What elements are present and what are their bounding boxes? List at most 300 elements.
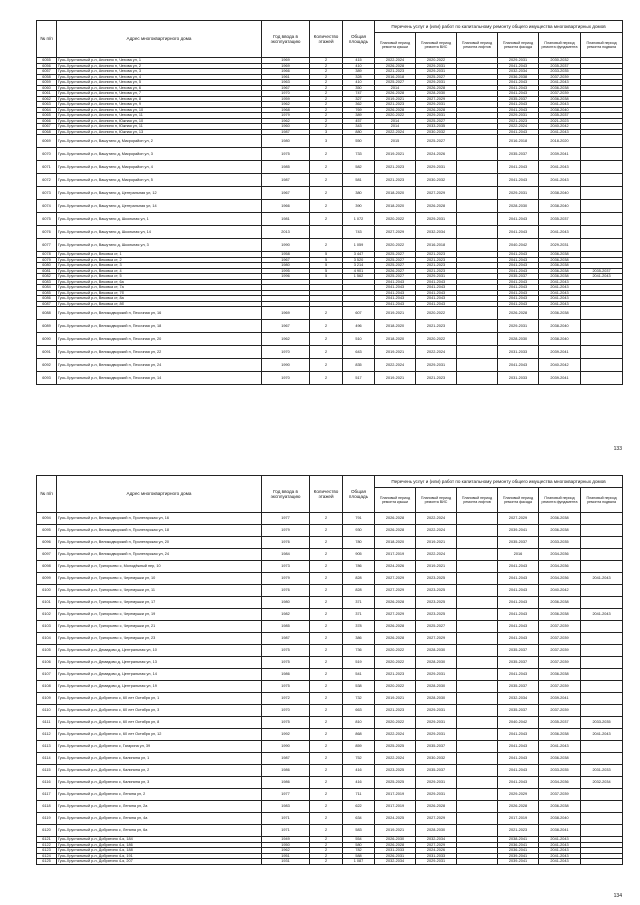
cell-floors: 2	[310, 69, 343, 75]
cell-facade: 2041-2043	[498, 174, 539, 187]
col-no-header: № п/п	[37, 21, 57, 58]
cell-year: 1967	[262, 320, 310, 333]
cell-address: Гусь-Хрустальный р-н, Великодворский п, Пролетарская ул, 24	[57, 549, 262, 561]
cell-basement: 2041-2043	[581, 609, 623, 621]
cell-year: 1962	[262, 118, 310, 124]
cell-floors: 2	[310, 585, 343, 597]
table-row	[37, 525, 623, 537]
cell-facade: 2029-2031	[498, 187, 539, 200]
cell-floors: 2	[310, 239, 343, 252]
cell-year: 1967	[262, 257, 310, 263]
table-row	[37, 741, 623, 753]
cell-number: 6108	[37, 681, 57, 693]
cell-number: 6114	[37, 753, 57, 765]
table-row	[37, 777, 623, 789]
cell-foundation: 2041-2043	[539, 129, 581, 135]
cell-year: 1990	[262, 741, 310, 753]
cell-address: Гусь-Хрустальный р-н, Добрятино 4-я, 191	[57, 853, 262, 859]
table-row	[37, 681, 623, 693]
cell-year: 1960	[262, 124, 310, 130]
cell-roof: 2025-2027	[375, 257, 416, 263]
table-row	[37, 537, 623, 549]
cell-floors: 2	[310, 693, 343, 705]
cell-roof: 2018-2020	[375, 320, 416, 333]
cell-number: 6086	[37, 296, 57, 302]
table-row	[37, 789, 623, 801]
cell-area: 519	[343, 657, 375, 669]
cell-year: 1966	[262, 200, 310, 213]
cell-address: Гусь-Хрустальный р-н, Добрятино с, 60 лет Октября ул, 3	[57, 705, 262, 717]
cell-floors: 5	[310, 252, 343, 258]
cell-facade: 2041-2043	[498, 669, 539, 681]
cell-basement	[581, 789, 623, 801]
cell-roof: 2018-2020	[375, 200, 416, 213]
cell-utilities: 2029-2031	[416, 69, 457, 75]
cell-roof: 2026-2028	[375, 513, 416, 525]
cell-year: 1975	[262, 717, 310, 729]
cell-basement	[581, 135, 623, 148]
cell-facade: 2041-2043	[498, 107, 539, 113]
cell-utilities: 2029-2031	[416, 859, 457, 865]
cell-number: 6077	[37, 239, 57, 252]
cell-year: 1971	[262, 825, 310, 837]
cell-facade: 2041-2043	[498, 63, 539, 69]
cell-address: Гусь-Хрустальный р-н, Григорьево с, Черемушки ул, 11	[57, 585, 262, 597]
cell-number: 6093	[37, 372, 57, 385]
cell-year: 1969	[262, 63, 310, 69]
cell-basement	[581, 549, 623, 561]
cell-facade: 2041-2043	[498, 263, 539, 269]
cell-foundation: 2038-2041	[539, 825, 581, 837]
col-floors-header: Количество этажей	[310, 21, 343, 58]
cell-floors: 2	[310, 825, 343, 837]
cell-floors: 2	[310, 102, 343, 108]
cell-utilities: 2029-2031	[416, 729, 457, 741]
cell-year: 1990	[262, 239, 310, 252]
cell-number: 6089	[37, 320, 57, 333]
cell-facade: 2016-2018	[498, 135, 539, 148]
cell-utilities: 2029-2031	[416, 669, 457, 681]
cell-address: Гусь-Хрустальный р-н, Вековка ст, 6а	[57, 279, 262, 285]
cell-facade: 2028-2030	[498, 333, 539, 346]
cell-floors: 2	[310, 200, 343, 213]
cell-number: 6079	[37, 257, 57, 263]
cell-number: 6055	[37, 58, 57, 64]
cell-lift	[457, 174, 498, 187]
cell-floors: 2	[310, 372, 343, 385]
cell-roof: 2023-2025	[375, 765, 416, 777]
table-row	[37, 513, 623, 525]
cell-lift	[457, 597, 498, 609]
cell-roof: 2022-2024	[375, 359, 416, 372]
cell-address: Гусь-Хрустальный р-н, Вашутино д, Микрорайон ул, 4	[57, 161, 262, 174]
cell-roof: 2022-2024	[375, 58, 416, 64]
cell-floors: 3	[310, 135, 343, 148]
cell-utilities: 2019-2021	[416, 537, 457, 549]
cell-facade: 2041-2043	[498, 777, 539, 789]
cell-foundation: 2036-2038	[539, 525, 581, 537]
cell-foundation: 2041-2043	[539, 279, 581, 285]
col-basement-header: Плановый период ремонта подвала	[581, 488, 623, 513]
cell-area: 380	[343, 187, 375, 200]
cell-number: 6098	[37, 561, 57, 573]
cell-area: 747	[343, 91, 375, 97]
col-area-header: Общая площадь	[343, 21, 375, 58]
cell-floors: 2	[310, 633, 343, 645]
cell-year: 1969	[262, 307, 310, 320]
cell-lift	[457, 359, 498, 372]
cell-basement	[581, 239, 623, 252]
cell-foundation: 2037-2039	[539, 621, 581, 633]
cell-floors: 3	[310, 129, 343, 135]
cell-basement	[581, 226, 623, 239]
cell-number: 6085	[37, 290, 57, 296]
cell-facade: 2017-2019	[498, 813, 539, 825]
cell-basement: 2032-2034	[581, 777, 623, 789]
cell-facade: 2039-2041	[498, 525, 539, 537]
cell-number: 6069	[37, 135, 57, 148]
cell-number: 6076	[37, 226, 57, 239]
cell-facade: 2041-2043	[498, 633, 539, 645]
cell-area: 780	[343, 537, 375, 549]
cell-roof: 2014	[375, 85, 416, 91]
cell-roof: 2024-2025	[375, 813, 416, 825]
cell-floors: 2	[310, 657, 343, 669]
cell-roof: 2020-2022	[375, 681, 416, 693]
cell-roof: 2017-2019	[375, 549, 416, 561]
cell-facade: 2031-2033	[498, 372, 539, 385]
cell-facade: 2041-2043	[498, 129, 539, 135]
cell-year: 1970	[262, 705, 310, 717]
table-row	[37, 801, 623, 813]
cell-facade: 2032-2034	[498, 69, 539, 75]
cell-facade: 2027-2029	[498, 513, 539, 525]
cell-basement	[581, 537, 623, 549]
cell-basement	[581, 693, 623, 705]
cell-facade: 2041-2043	[498, 252, 539, 258]
cell-number: 6119	[37, 813, 57, 825]
table-row	[37, 645, 623, 657]
cell-year: 1976	[262, 537, 310, 549]
table-row	[37, 174, 623, 187]
cell-address: Гусь-Хрустальный р-н, Вековка ст, 3	[57, 263, 262, 269]
cell-roof: 2019-2021	[375, 307, 416, 320]
cell-utilities: 2026-2028	[416, 85, 457, 91]
cell-address: Гусь-Хрустальный р-н, Анопино п, Южная ул, 11	[57, 124, 262, 130]
cell-roof: 2018-2020	[375, 187, 416, 200]
table-row	[37, 813, 623, 825]
cell-year: 1975	[262, 148, 310, 161]
cell-floors: 2	[310, 320, 343, 333]
cell-floors: 2	[310, 789, 343, 801]
cell-facade: 2041-2043	[498, 91, 539, 97]
cell-year: 1996	[262, 274, 310, 280]
cell-roof: 2016-2018	[375, 74, 416, 80]
cell-area: 371	[343, 609, 375, 621]
table-row	[37, 333, 623, 346]
cell-number: 6060	[37, 85, 57, 91]
cell-floors: 2	[310, 717, 343, 729]
cell-basement	[581, 657, 623, 669]
cell-number: 6082	[37, 274, 57, 280]
cell-area: 389	[343, 69, 375, 75]
cell-area: 389	[343, 113, 375, 119]
cell-year: 1979	[262, 525, 310, 537]
table-row	[37, 226, 623, 239]
col-facade-header: Плановый период ремонта фасада	[498, 33, 539, 58]
cell-number: 6097	[37, 549, 57, 561]
cell-year: 1987	[262, 633, 310, 645]
cell-number: 6067	[37, 124, 57, 130]
cell-basement	[581, 213, 623, 226]
col-lift-header: Плановый период ремонта лифтов	[457, 33, 498, 58]
cell-area: 554	[343, 837, 375, 843]
cell-roof: 2026-2028	[375, 842, 416, 848]
cell-area: 1 087	[343, 859, 375, 865]
cell-year: 1977	[262, 513, 310, 525]
cell-facade: 2021-2023	[498, 118, 539, 124]
cell-roof: 2027-2029	[375, 609, 416, 621]
cell-roof: 2041-2043	[375, 296, 416, 302]
cell-foundation: 2036-2038	[539, 513, 581, 525]
col-facade-header: Плановый период ремонта фасада	[498, 488, 539, 513]
cell-roof: 2041-2043	[375, 290, 416, 296]
cell-number: 6121	[37, 837, 57, 843]
cell-facade: 2022-2024	[498, 124, 539, 130]
cell-roof: 2026-2028	[375, 621, 416, 633]
cell-address: Гусь-Хрустальный р-н, Вашутино д, Центральная ул, 14	[57, 200, 262, 213]
cell-basement	[581, 372, 623, 385]
cell-utilities: 2032-2034	[416, 226, 457, 239]
cell-year: 1986	[262, 669, 310, 681]
cell-facade: 2038-2041	[498, 837, 539, 843]
cell-foundation: 2039-2041	[539, 346, 581, 359]
cell-year: 1970	[262, 91, 310, 97]
cell-utilities: 2028-2030	[416, 645, 457, 657]
cell-facade: 2041-2043	[498, 573, 539, 585]
cell-lift	[457, 333, 498, 346]
cell-number: 6123	[37, 848, 57, 854]
cell-year: 1962	[262, 102, 310, 108]
cell-address: Гусь-Хрустальный р-н, Анопино п, Южная ул, 13	[57, 129, 262, 135]
cell-number: 6088	[37, 307, 57, 320]
cell-roof: 2025-2025	[375, 741, 416, 753]
cell-roof: 2031-2033	[375, 848, 416, 854]
cell-year: 1986	[262, 765, 310, 777]
cell-number: 6122	[37, 842, 57, 848]
cell-basement	[581, 859, 623, 865]
cell-facade: 2041-2043	[498, 301, 539, 307]
cell-facade: 2041-2043	[498, 279, 539, 285]
cell-number: 6061	[37, 91, 57, 97]
cell-facade: 2041-2043	[498, 226, 539, 239]
cell-lift	[457, 753, 498, 765]
register-page-2	[36, 475, 622, 865]
cell-roof: 2021-2023	[375, 69, 416, 75]
cell-foundation: 2039-2041	[539, 148, 581, 161]
cell-roof: 2041-2043	[375, 301, 416, 307]
cell-year: 1981	[262, 213, 310, 226]
col-utilities-header: Плановый период ремонта ВИС	[416, 488, 457, 513]
cell-year: 1975	[262, 645, 310, 657]
cell-year: 1980	[262, 135, 310, 148]
cell-roof: 2026-2028	[375, 63, 416, 69]
cell-foundation: 2041-2043	[539, 859, 581, 865]
cell-lift	[457, 717, 498, 729]
cell-utilities: 2029-2031	[416, 274, 457, 280]
cell-floors: 2	[310, 213, 343, 226]
cell-year: 1990	[262, 359, 310, 372]
cell-area: 736	[343, 645, 375, 657]
cell-address: Гусь-Хрустальный р-н, Анопино п, Чехова ул, 8	[57, 96, 262, 102]
cell-number: 6058	[37, 74, 57, 80]
cell-facade: 2035-2037	[498, 705, 539, 717]
cell-area: 350	[343, 85, 375, 91]
cell-utilities: 2041-2043	[416, 296, 457, 302]
cell-area: 782	[343, 848, 375, 854]
table-row	[37, 621, 623, 633]
cell-utilities: 2022-2024	[416, 513, 457, 525]
cell-address: Гусь-Хрустальный р-н, Анопино п, Чехова ул, 2	[57, 63, 262, 69]
cell-utilities: 2041-2043	[416, 301, 457, 307]
cell-address: Гусь-Хрустальный р-н, Демидово д, Центральная ул, 13	[57, 657, 262, 669]
cell-address: Гусь-Хрустальный р-н, Анопино п, Чехова ул, 11	[57, 113, 262, 119]
cell-foundation: 2041-2043	[539, 301, 581, 307]
cell-address: Гусь-Хрустальный р-н, Анопино п, Чехова ул, 10	[57, 107, 262, 113]
cell-year: 1950	[262, 842, 310, 848]
cell-floors: 2	[310, 765, 343, 777]
cell-utilities: 2022-2024	[416, 346, 457, 359]
cell-facade: 2039-2041	[498, 859, 539, 865]
cell-basement	[581, 597, 623, 609]
cell-area: 410	[343, 80, 375, 86]
cell-floors: 2	[310, 537, 343, 549]
cell-lift	[457, 346, 498, 359]
cell-year: 1979	[262, 573, 310, 585]
cell-floors: 2	[310, 118, 343, 124]
cell-utilities: 2041-2043	[416, 285, 457, 291]
cell-floors: 2	[310, 669, 343, 681]
cell-foundation: 2036-2038	[539, 85, 581, 91]
cell-year: 1951	[262, 853, 310, 859]
cell-utilities: 2029-2031	[416, 113, 457, 119]
cell-roof: 2019-2021	[375, 96, 416, 102]
cell-facade: 2041-2043	[498, 290, 539, 296]
cell-facade: 2021-2023	[498, 825, 539, 837]
cell-address: Гусь-Хрустальный р-н, Вашутино д, Школьная ул, 3	[57, 239, 262, 252]
cell-facade: 2041-2043	[498, 257, 539, 263]
cell-utilities: 2027-2029	[416, 96, 457, 102]
cell-number: 6100	[37, 585, 57, 597]
cell-utilities: 2021-2023	[416, 320, 457, 333]
cell-floors: 2	[310, 777, 343, 789]
cell-floors: 2	[310, 842, 343, 848]
cell-address: Гусь-Хрустальный р-н, Добрятино с, Ленина ул, 4а	[57, 813, 262, 825]
cell-address: Гусь-Хрустальный р-н, Вековка ст, 8а	[57, 296, 262, 302]
cell-basement	[581, 359, 623, 372]
cell-year: 1987	[262, 753, 310, 765]
cell-address: Гусь-Хрустальный р-н, Добрятино с, Калинина ул, 3	[57, 777, 262, 789]
cell-number: 6080	[37, 263, 57, 269]
cell-roof: 2026-2028	[375, 597, 416, 609]
page-number-2: 134	[613, 893, 622, 899]
cell-number: 6112	[37, 729, 57, 741]
cell-number: 6066	[37, 118, 57, 124]
cell-lift	[457, 765, 498, 777]
cell-utilities: 2033-2035	[416, 124, 457, 130]
cell-lift	[457, 741, 498, 753]
cell-utilities: 2027-2029	[416, 633, 457, 645]
cell-area: 343	[343, 124, 375, 130]
col-lift-header: Плановый период ремонта лифтов	[457, 488, 498, 513]
cell-area: 835	[343, 359, 375, 372]
col-foundation-header: Плановый период ремонта фундамента	[539, 488, 581, 513]
cell-floors: 2	[310, 513, 343, 525]
col-year-header: Год ввода в эксплуатацию	[262, 476, 310, 513]
cell-utilities: 2029-2031	[416, 789, 457, 801]
table-row	[37, 657, 623, 669]
cell-area: 496	[343, 320, 375, 333]
cell-roof: 2017-2019	[375, 789, 416, 801]
cell-facade: 2041-2043	[498, 561, 539, 573]
cell-foundation: 2036-2038	[539, 753, 581, 765]
cell-area: 743	[343, 226, 375, 239]
cell-roof: 2019-2021	[375, 372, 416, 385]
cell-year: 1985	[262, 161, 310, 174]
cell-foundation: 2036-2038	[539, 801, 581, 813]
table-row	[37, 148, 623, 161]
col-address-header: Адрес многоквартирного дома	[57, 476, 262, 513]
cell-floors: 2	[310, 549, 343, 561]
cell-utilities: 2029-2031	[416, 213, 457, 226]
cell-number: 6092	[37, 359, 57, 372]
col-no-header: № п/п	[37, 476, 57, 513]
cell-year: 1969	[262, 58, 310, 64]
cell-facade: 2041-2043	[498, 359, 539, 372]
table-row	[37, 187, 623, 200]
table-row	[37, 359, 623, 372]
cell-basement	[581, 645, 623, 657]
cell-facade: 2041-2043	[498, 80, 539, 86]
cell-foundation: 2036-2038	[539, 307, 581, 320]
cell-lift	[457, 537, 498, 549]
cell-facade: 2035-2037	[498, 681, 539, 693]
cell-foundation: 2041-2043	[539, 837, 581, 843]
cell-area: 752	[343, 753, 375, 765]
col-floors-header: Количество этажей	[310, 476, 343, 513]
cell-floors: 2	[310, 609, 343, 621]
cell-address: Гусь-Хрустальный р-н, Вековка ст, 2	[57, 257, 262, 263]
cell-lift	[457, 200, 498, 213]
cell-number: 6073	[37, 187, 57, 200]
cell-roof: 2027-2029	[375, 226, 416, 239]
cell-facade: 2036-2041	[498, 848, 539, 854]
cell-facade: 2036-2041	[498, 842, 539, 848]
cell-roof: 2022-2024	[375, 753, 416, 765]
cell-year: 1967	[262, 187, 310, 200]
cell-roof: 2025-2025	[375, 777, 416, 789]
register-page-1	[36, 20, 622, 385]
register-body-1	[37, 58, 623, 385]
cell-address: Гусь-Хрустальный р-н, Вашутино д, Микрорайон ул, 5	[57, 174, 262, 187]
cell-foundation: 2040-2042	[539, 585, 581, 597]
cell-utilities: 2024-2026	[416, 848, 457, 854]
cell-number: 6081	[37, 268, 57, 274]
cell-floors: 5	[310, 274, 343, 280]
cell-lift	[457, 859, 498, 865]
cell-foundation: 2035-2037	[539, 213, 581, 226]
cell-number: 6057	[37, 69, 57, 75]
